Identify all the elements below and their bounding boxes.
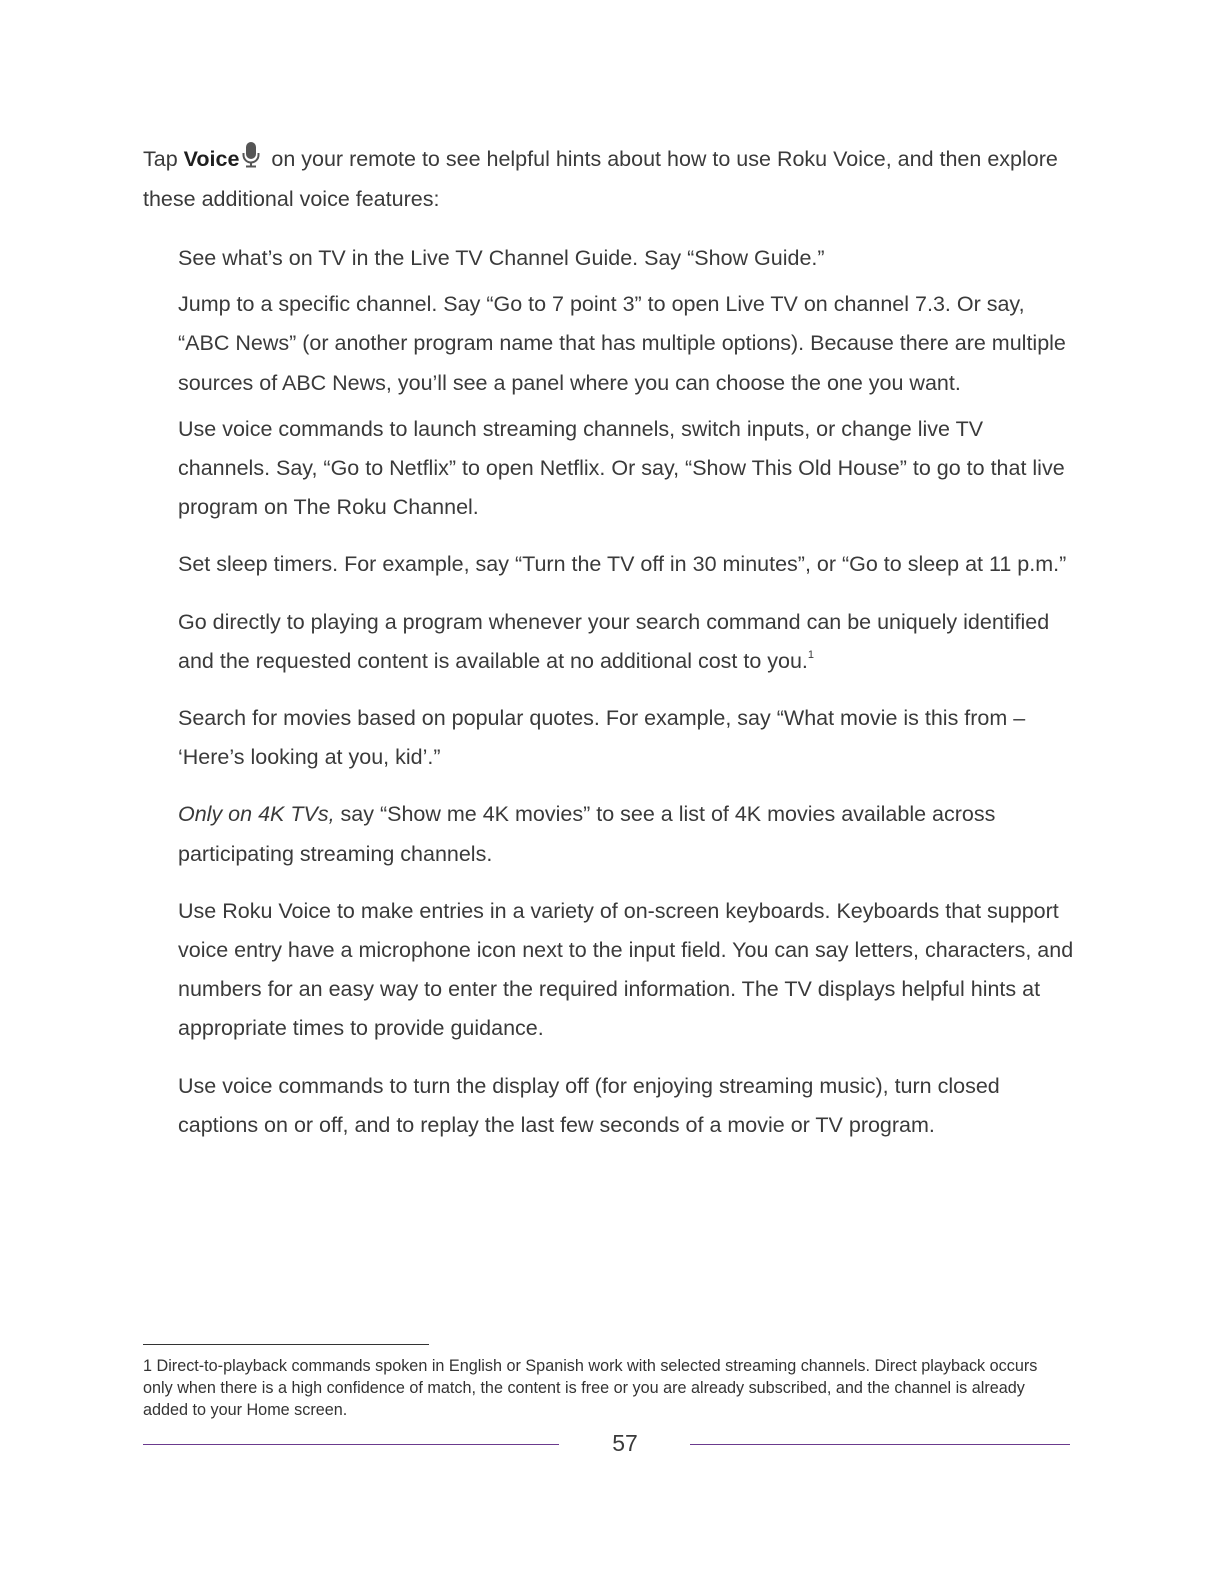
footnote-text: Direct-to-playback commands spoken in English or Spanish work with selected streaming channels. Direct playback occurs only when there is a high confidence of match, the content is free or you are already subscribed, and the channel is already added to your Home screen. (143, 1357, 1038, 1419)
list-item (178, 603, 1078, 681)
list-item-text: Go directly to playing a program whenever your search command can be uniquely identified and the requested content is available at no additional cost to you. (178, 609, 1050, 673)
intro-pre: Tap (143, 147, 184, 171)
italic-prefix: Only on 4K TVs, (178, 802, 335, 827)
intro-paragraph (143, 140, 1083, 219)
list-item: Jump to a specific channel. Say “Go to 7 point 3” to open Live TV on channel 7.3. Or say, “ABC News” (or another program name that has multiple options). Because there are multiple sources of ABC News, you’ll see a panel where you can choose the one you want. (178, 292, 1066, 395)
list-item: Use voice commands to launch streaming channels, switch inputs, or change live TV channels. Say, “Go to Netflix” to open Netflix. Or say, “Show This Old House” to go to that live program on The Roku Channel. (178, 416, 1065, 520)
list-item: Search for movies based on popular quotes. For example, say “What movie is this from – ‘Here’s looking at you, kid’.” (178, 706, 1026, 770)
page-number: 57 (612, 1430, 638, 1456)
footnote-divider (143, 1344, 429, 1345)
footnote-marker: 1 (807, 648, 815, 661)
list-item: See what’s on TV in the Live TV Channel Guide. Say “Show Guide.” (178, 246, 825, 270)
list-item: Use Roku Voice to make entries in a variety of on-screen keyboards. Keyboards that support voice entry have a microphone icon next to the input field. You can say letters, characters, and numbers for an easy way to enter the required information. The TV displays helpful hints at appropriate times to provide guidance. (178, 898, 1074, 1041)
footnote-number: 1 (143, 1357, 153, 1375)
page-rule-right (690, 1444, 1070, 1445)
intro-post: on your remote to see helpful hints about how to use Roku Voice, and then explore these additional voice features: (143, 147, 1058, 211)
list-item: Use voice commands to turn the display off (for enjoying streaming music), turn closed captions on or off, and to replay the last few seconds of a movie or TV program. (178, 1073, 1000, 1137)
footnote (143, 1355, 1043, 1421)
page-rule-left (143, 1444, 559, 1445)
voice-features-list (178, 239, 1078, 1145)
list-item (178, 795, 1078, 873)
voice-label: Voice (183, 147, 240, 171)
list-item: Set sleep timers. For example, say “Turn the TV off in 30 minutes”, or “Go to sleep at 11 p.m.” (178, 552, 1067, 577)
microphone-icon (241, 141, 261, 169)
list-item-text: say “Show me 4K movies” to see a list of 4K movies available across participating streaming channels. (178, 802, 996, 866)
